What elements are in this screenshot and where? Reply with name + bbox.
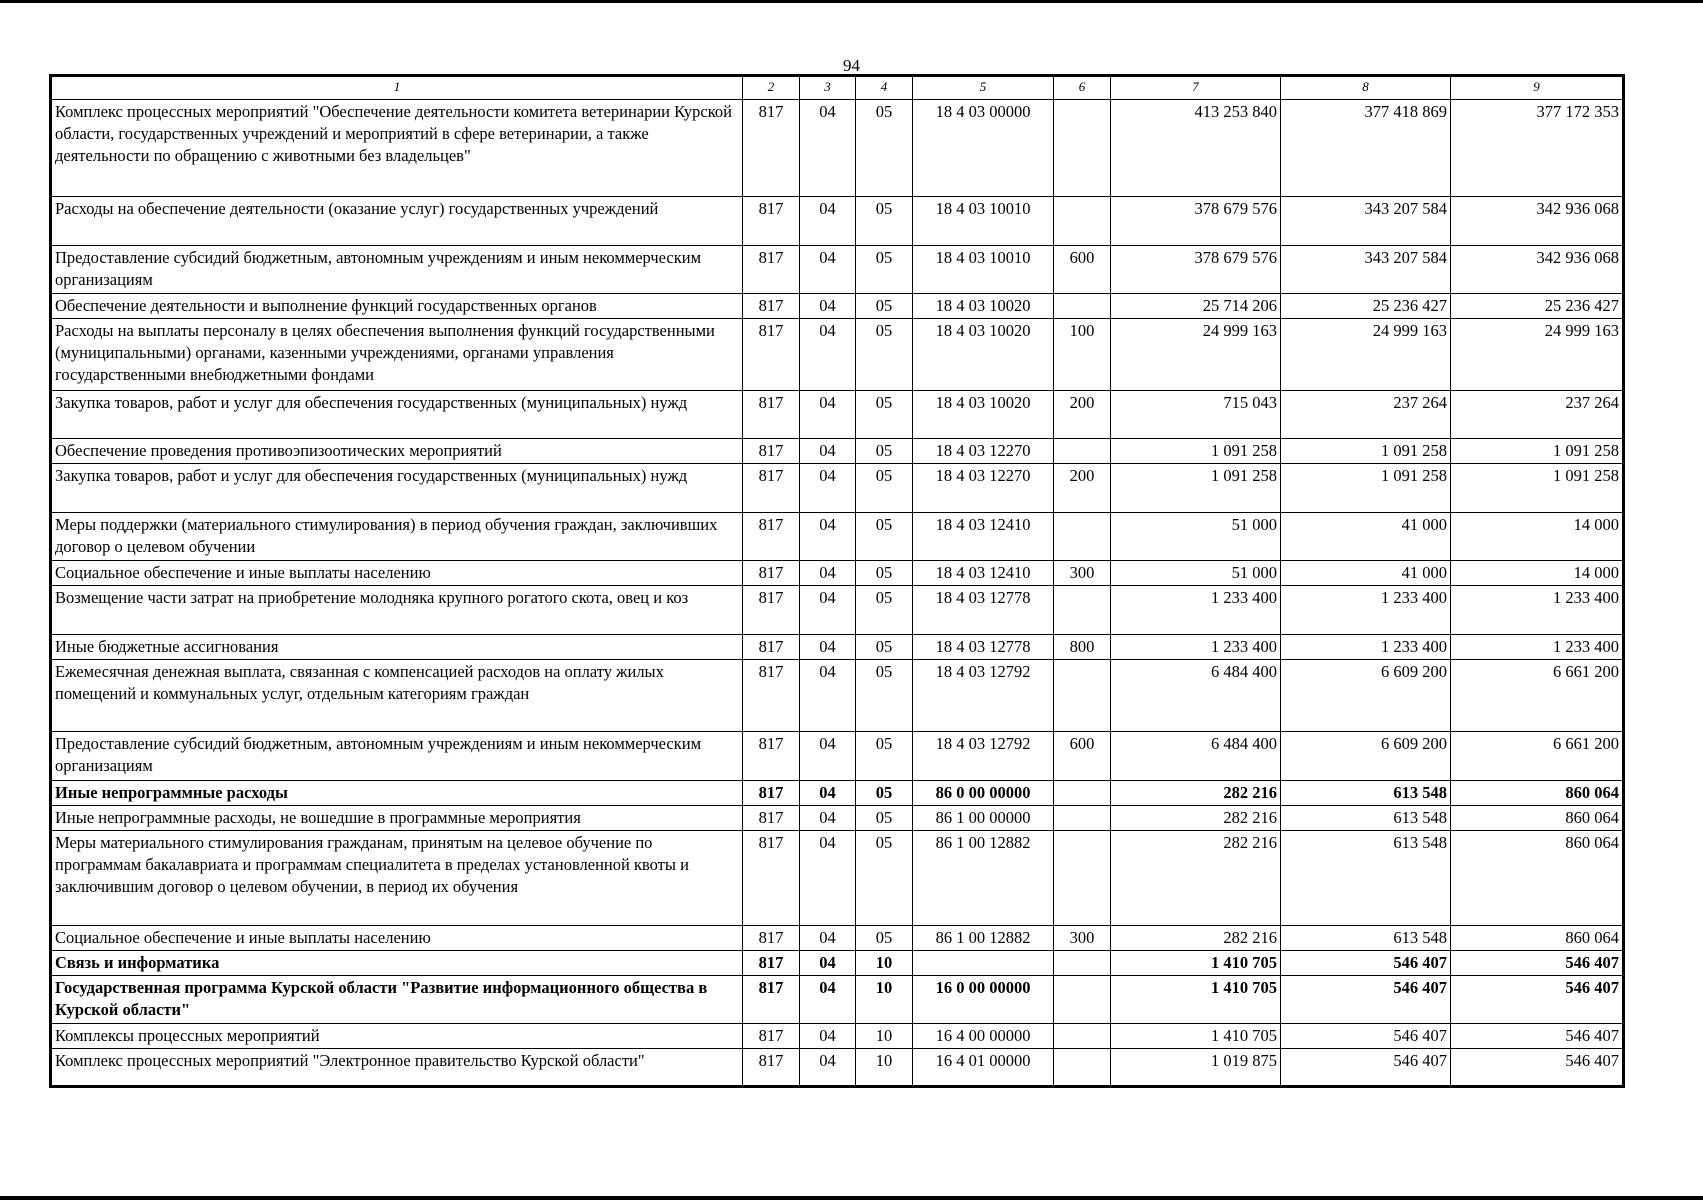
cell-target-article: 16 4 01 00000	[913, 1049, 1054, 1086]
cell-expense-type	[1054, 660, 1111, 732]
cell-amount-year-3: 546 407	[1451, 1024, 1623, 1049]
cell-name: Предоставление субсидий бюджетным, автономным учреждениям и иным некоммерческим организациям	[52, 246, 743, 294]
cell-subsection: 10	[856, 1049, 913, 1086]
cell-amount-year-3: 342 936 068	[1451, 197, 1623, 246]
cell-target-article: 18 4 03 12270	[913, 439, 1054, 464]
cell-expense-type: 200	[1054, 391, 1111, 439]
table-row	[52, 319, 1623, 391]
header-col-7: 7	[1111, 77, 1281, 100]
cell-name: Предоставление субсидий бюджетным, автономным учреждениям и иным некоммерческим организациям	[52, 732, 743, 781]
cell-name: Государственная программа Курской области "Развитие информационного общества в Курской области"	[52, 976, 743, 1024]
cell-amount-year-3: 860 064	[1451, 781, 1623, 806]
cell-name: Социальное обеспечение и иные выплаты населению	[52, 926, 743, 951]
cell-name: Комплекс процессных мероприятий "Обеспечение деятельности комитета ветеринарии Курской области, государственных учреждений и мероприятий в сфере ветеринарии, а также деятельности по обращению с животными без владельцев"	[52, 100, 743, 197]
cell-amount-year-2: 613 548	[1281, 926, 1451, 951]
cell-amount-year-3: 860 064	[1451, 926, 1623, 951]
cell-name: Социальное обеспечение и иные выплаты населению	[52, 561, 743, 586]
cell-amount-year-2: 1 091 258	[1281, 464, 1451, 513]
table-row	[52, 732, 1623, 781]
cell-amount-year-1: 378 679 576	[1111, 246, 1281, 294]
cell-ministry-code: 817	[743, 660, 800, 732]
cell-ministry-code: 817	[743, 951, 800, 976]
cell-amount-year-1: 1 233 400	[1111, 635, 1281, 660]
cell-amount-year-3: 6 661 200	[1451, 732, 1623, 781]
cell-ministry-code: 817	[743, 635, 800, 660]
cell-ministry-code: 817	[743, 197, 800, 246]
cell-subsection: 05	[856, 294, 913, 319]
table-row	[52, 586, 1623, 635]
cell-section: 04	[800, 513, 856, 561]
cell-section: 04	[800, 976, 856, 1024]
cell-target-article: 16 4 00 00000	[913, 1024, 1054, 1049]
cell-amount-year-3: 342 936 068	[1451, 246, 1623, 294]
cell-expense-type	[1054, 951, 1111, 976]
cell-ministry-code: 817	[743, 294, 800, 319]
cell-section: 04	[800, 561, 856, 586]
cell-amount-year-1: 6 484 400	[1111, 660, 1281, 732]
cell-amount-year-2: 546 407	[1281, 1024, 1451, 1049]
cell-target-article: 86 1 00 12882	[913, 831, 1054, 926]
cell-name: Закупка товаров, работ и услуг для обеспечения государственных (муниципальных) нужд	[52, 391, 743, 439]
cell-amount-year-1: 282 216	[1111, 806, 1281, 831]
cell-amount-year-2: 237 264	[1281, 391, 1451, 439]
cell-section: 04	[800, 951, 856, 976]
cell-ministry-code: 817	[743, 246, 800, 294]
cell-target-article: 16 0 00 00000	[913, 976, 1054, 1024]
cell-amount-year-2: 546 407	[1281, 1049, 1451, 1086]
cell-ministry-code: 817	[743, 1049, 800, 1086]
cell-name: Расходы на выплаты персоналу в целях обеспечения выполнения функций государственными (муниципальными) органами, казенными учреждениями, органами управления государственными внебюджетными фондами	[52, 319, 743, 391]
cell-name: Связь и информатика	[52, 951, 743, 976]
cell-subsection: 05	[856, 246, 913, 294]
cell-name: Комплексы процессных мероприятий	[52, 1024, 743, 1049]
cell-amount-year-1: 1 091 258	[1111, 464, 1281, 513]
cell-amount-year-1: 51 000	[1111, 513, 1281, 561]
cell-name: Меры материального стимулирования гражданам, принятым на целевое обучение по программам бакалавриата и программам специалитета в пределах установленной квоты и заключившим договор о целевом обучении, в период их обучения	[52, 831, 743, 926]
cell-section: 04	[800, 635, 856, 660]
cell-expense-type: 600	[1054, 246, 1111, 294]
cell-section: 04	[800, 464, 856, 513]
cell-expense-type	[1054, 513, 1111, 561]
table-row	[52, 439, 1623, 464]
cell-expense-type: 200	[1054, 464, 1111, 513]
cell-subsection: 05	[856, 561, 913, 586]
cell-ministry-code: 817	[743, 561, 800, 586]
cell-amount-year-3: 546 407	[1451, 951, 1623, 976]
cell-section: 04	[800, 319, 856, 391]
cell-ministry-code: 817	[743, 926, 800, 951]
cell-amount-year-1: 1 233 400	[1111, 586, 1281, 635]
cell-name: Расходы на обеспечение деятельности (оказание услуг) государственных учреждений	[52, 197, 743, 246]
cell-subsection: 05	[856, 660, 913, 732]
cell-ministry-code: 817	[743, 1024, 800, 1049]
cell-amount-year-3: 1 091 258	[1451, 439, 1623, 464]
cell-subsection: 05	[856, 513, 913, 561]
cell-ministry-code: 817	[743, 100, 800, 197]
cell-section: 04	[800, 806, 856, 831]
cell-amount-year-2: 1 233 400	[1281, 586, 1451, 635]
cell-expense-type: 800	[1054, 635, 1111, 660]
cell-target-article: 18 4 03 12410	[913, 561, 1054, 586]
cell-section: 04	[800, 294, 856, 319]
cell-ministry-code: 817	[743, 831, 800, 926]
cell-section: 04	[800, 1024, 856, 1049]
cell-ministry-code: 817	[743, 806, 800, 831]
cell-target-article: 18 4 03 12410	[913, 513, 1054, 561]
cell-subsection: 05	[856, 781, 913, 806]
cell-amount-year-2: 6 609 200	[1281, 732, 1451, 781]
cell-amount-year-1: 24 999 163	[1111, 319, 1281, 391]
cell-target-article: 18 4 03 10020	[913, 319, 1054, 391]
cell-section: 04	[800, 781, 856, 806]
header-col-6: 6	[1054, 77, 1111, 100]
budget-table	[51, 76, 1623, 1086]
cell-name: Ежемесячная денежная выплата, связанная с компенсацией расходов на оплату жилых помещений и коммунальных услуг, отдельным категориям граждан	[52, 660, 743, 732]
cell-subsection: 05	[856, 926, 913, 951]
cell-amount-year-2: 546 407	[1281, 951, 1451, 976]
cell-section: 04	[800, 197, 856, 246]
table-row	[52, 513, 1623, 561]
cell-subsection: 05	[856, 391, 913, 439]
header-col-8: 8	[1281, 77, 1451, 100]
cell-subsection: 05	[856, 586, 913, 635]
cell-name: Обеспечение проведения противоэпизоотических мероприятий	[52, 439, 743, 464]
cell-amount-year-1: 715 043	[1111, 391, 1281, 439]
cell-target-article: 18 4 03 12792	[913, 732, 1054, 781]
cell-subsection: 05	[856, 197, 913, 246]
cell-target-article: 86 1 00 12882	[913, 926, 1054, 951]
cell-ministry-code: 817	[743, 586, 800, 635]
cell-target-article: 18 4 03 12778	[913, 635, 1054, 660]
table-row	[52, 806, 1623, 831]
cell-amount-year-3: 25 236 427	[1451, 294, 1623, 319]
cell-expense-type	[1054, 439, 1111, 464]
cell-subsection: 10	[856, 1024, 913, 1049]
cell-name: Иные непрограммные расходы	[52, 781, 743, 806]
cell-amount-year-3: 860 064	[1451, 806, 1623, 831]
cell-amount-year-2: 6 609 200	[1281, 660, 1451, 732]
cell-section: 04	[800, 246, 856, 294]
cell-target-article	[913, 951, 1054, 976]
cell-amount-year-3: 1 233 400	[1451, 586, 1623, 635]
cell-target-article: 18 4 03 00000	[913, 100, 1054, 197]
cell-ministry-code: 817	[743, 319, 800, 391]
cell-amount-year-1: 1 410 705	[1111, 951, 1281, 976]
cell-ministry-code: 817	[743, 976, 800, 1024]
page-number: 94	[843, 56, 860, 75]
cell-amount-year-2: 343 207 584	[1281, 246, 1451, 294]
cell-ministry-code: 817	[743, 464, 800, 513]
cell-amount-year-1: 413 253 840	[1111, 100, 1281, 197]
cell-expense-type	[1054, 1024, 1111, 1049]
cell-section: 04	[800, 391, 856, 439]
cell-amount-year-1: 1 091 258	[1111, 439, 1281, 464]
cell-expense-type	[1054, 781, 1111, 806]
cell-subsection: 05	[856, 319, 913, 391]
header-col-1: 1	[52, 77, 743, 100]
cell-amount-year-1: 282 216	[1111, 781, 1281, 806]
table-row	[52, 391, 1623, 439]
cell-amount-year-1: 51 000	[1111, 561, 1281, 586]
header-row	[52, 77, 1623, 100]
cell-target-article: 18 4 03 12778	[913, 586, 1054, 635]
table-row	[52, 1024, 1623, 1049]
table-row	[52, 1049, 1623, 1086]
cell-expense-type	[1054, 976, 1111, 1024]
cell-target-article: 18 4 03 10020	[913, 294, 1054, 319]
cell-name: Иные непрограммные расходы, не вошедшие в программные мероприятия	[52, 806, 743, 831]
cell-name: Меры поддержки (материального стимулирования) в период обучения граждан, заключивших договор о целевом обучении	[52, 513, 743, 561]
cell-amount-year-2: 613 548	[1281, 781, 1451, 806]
cell-subsection: 05	[856, 100, 913, 197]
cell-amount-year-2: 41 000	[1281, 513, 1451, 561]
cell-amount-year-3: 1 233 400	[1451, 635, 1623, 660]
cell-amount-year-3: 24 999 163	[1451, 319, 1623, 391]
table-row	[52, 100, 1623, 197]
cell-amount-year-1: 1 019 875	[1111, 1049, 1281, 1086]
cell-target-article: 18 4 03 10010	[913, 197, 1054, 246]
cell-target-article: 18 4 03 10010	[913, 246, 1054, 294]
cell-amount-year-3: 14 000	[1451, 513, 1623, 561]
scan-edge-top	[0, 0, 1703, 3]
scan-edge-bottom	[0, 1196, 1703, 1200]
cell-expense-type: 300	[1054, 561, 1111, 586]
cell-amount-year-3: 860 064	[1451, 831, 1623, 926]
cell-section: 04	[800, 732, 856, 781]
cell-amount-year-3: 377 172 353	[1451, 100, 1623, 197]
table-row	[52, 976, 1623, 1024]
cell-amount-year-3: 14 000	[1451, 561, 1623, 586]
cell-name: Комплекс процессных мероприятий "Электронное правительство Курской области"	[52, 1049, 743, 1086]
cell-expense-type: 100	[1054, 319, 1111, 391]
cell-amount-year-2: 613 548	[1281, 806, 1451, 831]
cell-expense-type: 300	[1054, 926, 1111, 951]
cell-name: Обеспечение деятельности и выполнение функций государственных органов	[52, 294, 743, 319]
cell-expense-type	[1054, 100, 1111, 197]
cell-target-article: 18 4 03 12270	[913, 464, 1054, 513]
cell-target-article: 86 1 00 00000	[913, 806, 1054, 831]
cell-subsection: 05	[856, 732, 913, 781]
cell-amount-year-2: 613 548	[1281, 831, 1451, 926]
cell-amount-year-1: 1 410 705	[1111, 976, 1281, 1024]
table-body	[52, 100, 1623, 1086]
table-row	[52, 660, 1623, 732]
cell-ministry-code: 817	[743, 781, 800, 806]
cell-amount-year-3: 1 091 258	[1451, 464, 1623, 513]
cell-target-article: 18 4 03 12792	[913, 660, 1054, 732]
cell-amount-year-2: 1 091 258	[1281, 439, 1451, 464]
cell-amount-year-2: 1 233 400	[1281, 635, 1451, 660]
cell-expense-type	[1054, 806, 1111, 831]
cell-ministry-code: 817	[743, 439, 800, 464]
cell-section: 04	[800, 586, 856, 635]
cell-amount-year-3: 546 407	[1451, 1049, 1623, 1086]
table-row	[52, 951, 1623, 976]
cell-section: 04	[800, 439, 856, 464]
cell-name: Иные бюджетные ассигнования	[52, 635, 743, 660]
cell-amount-year-2: 24 999 163	[1281, 319, 1451, 391]
table-row	[52, 246, 1623, 294]
cell-subsection: 05	[856, 439, 913, 464]
cell-subsection: 05	[856, 635, 913, 660]
cell-amount-year-2: 343 207 584	[1281, 197, 1451, 246]
cell-amount-year-1: 378 679 576	[1111, 197, 1281, 246]
cell-name: Возмещение части затрат на приобретение молодняка крупного рогатого скота, овец и коз	[52, 586, 743, 635]
table-row	[52, 926, 1623, 951]
cell-section: 04	[800, 831, 856, 926]
table-row	[52, 464, 1623, 513]
cell-expense-type	[1054, 586, 1111, 635]
cell-expense-type	[1054, 197, 1111, 246]
cell-amount-year-2: 41 000	[1281, 561, 1451, 586]
cell-name: Закупка товаров, работ и услуг для обеспечения государственных (муниципальных) нужд	[52, 464, 743, 513]
cell-amount-year-1: 1 410 705	[1111, 1024, 1281, 1049]
cell-amount-year-3: 237 264	[1451, 391, 1623, 439]
cell-amount-year-1: 282 216	[1111, 831, 1281, 926]
cell-expense-type	[1054, 831, 1111, 926]
cell-amount-year-1: 282 216	[1111, 926, 1281, 951]
cell-expense-type	[1054, 1049, 1111, 1086]
cell-section: 04	[800, 1049, 856, 1086]
cell-expense-type	[1054, 294, 1111, 319]
cell-section: 04	[800, 926, 856, 951]
table-row	[52, 781, 1623, 806]
cell-subsection: 05	[856, 831, 913, 926]
cell-target-article: 18 4 03 10020	[913, 391, 1054, 439]
cell-ministry-code: 817	[743, 513, 800, 561]
cell-section: 04	[800, 660, 856, 732]
cell-amount-year-2: 546 407	[1281, 976, 1451, 1024]
cell-target-article: 86 0 00 00000	[913, 781, 1054, 806]
table-row	[52, 635, 1623, 660]
cell-ministry-code: 817	[743, 391, 800, 439]
cell-subsection: 10	[856, 976, 913, 1024]
table-row	[52, 294, 1623, 319]
cell-amount-year-2: 377 418 869	[1281, 100, 1451, 197]
cell-amount-year-2: 25 236 427	[1281, 294, 1451, 319]
table-row	[52, 831, 1623, 926]
table-row	[52, 561, 1623, 586]
cell-subsection: 10	[856, 951, 913, 976]
header-col-4: 4	[856, 77, 913, 100]
header-col-5: 5	[913, 77, 1054, 100]
header-col-9: 9	[1451, 77, 1623, 100]
cell-subsection: 05	[856, 464, 913, 513]
cell-amount-year-3: 6 661 200	[1451, 660, 1623, 732]
cell-amount-year-1: 25 714 206	[1111, 294, 1281, 319]
cell-ministry-code: 817	[743, 732, 800, 781]
table-row	[52, 197, 1623, 246]
cell-amount-year-1: 6 484 400	[1111, 732, 1281, 781]
cell-subsection: 05	[856, 806, 913, 831]
header-col-2: 2	[743, 77, 800, 100]
cell-amount-year-3: 546 407	[1451, 976, 1623, 1024]
cell-expense-type: 600	[1054, 732, 1111, 781]
cell-section: 04	[800, 100, 856, 197]
header-col-3: 3	[800, 77, 856, 100]
